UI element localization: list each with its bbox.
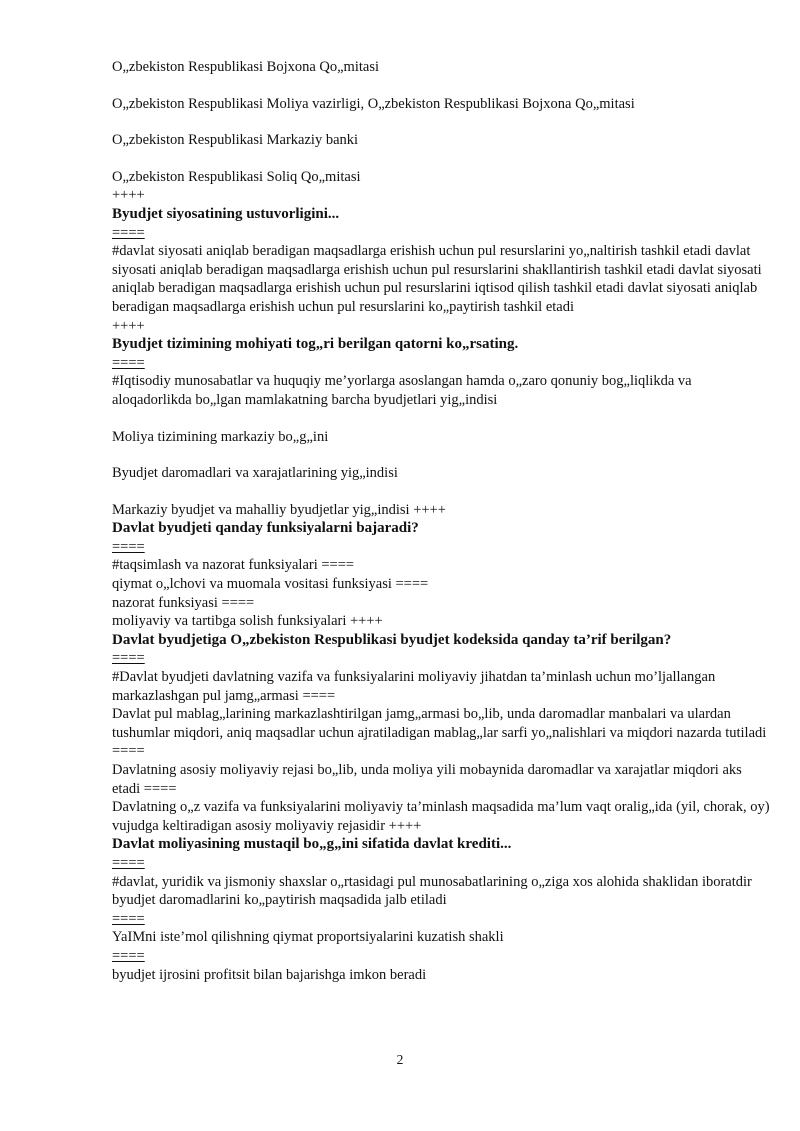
- question-heading: Davlat byudjeti qanday funksiyalarni bajaradi?: [112, 520, 419, 537]
- text-line: #davlat siyosati aniqlab beradigan maqsadlarga erishish uchun pul resurslarini yo„naltirish tashkil etadi davlat siyosati aniqlab beradigan maqsadlarga erishish uchun pul resurslarini shakllantirish tashkil etadi davlat siyosati aniqlab beradigan maqsadlarga erishish uchun pul resurslarini iqtisod qilish tashkil etadi davlat siyosati aniqlab beradigan maqsadlarga erishish uchun pul resurslarini ko„paytirish tashkil etadi: [112, 243, 762, 315]
- text-line: #davlat, yuridik va jismoniy shaxslar o„rtasidagi pul munosabatlarining o„ziga xos alohida shaklidan iboratdir byudjet daromadlarini ko„paytirish maqsadida jalb etiladi: [112, 873, 752, 909]
- text-line: Moliya tizimining markaziy bo„g„ini: [112, 428, 329, 445]
- text-line: ++++: [112, 187, 145, 204]
- question-heading: Davlat moliyasining mustaqil bo„g„ini sifatida davlat krediti...: [112, 836, 512, 853]
- question-heading: Byudjet tizimining mohiyati tog„ri berilgan qatorni ko„rsating.: [112, 336, 519, 353]
- text-line: O„zbekiston Respublikasi Moliya vazirligi, O„zbekiston Respublikasi Bojxona Qo„mitasi: [112, 95, 635, 112]
- text-line: Davlat pul mablag„larining markazlashtirilgan jamg„armasi bo„lib, unda daromadlar manbalari va ulardan tushumlar miqdori, aniq maqsadlar uchun ajratiladigan mablag„lar sarfi yo„nalishlari va miqdori nazarda tutiladi ====: [112, 706, 767, 760]
- text-line: byudjet ijrosini profitsit bilan bajarishga imkon beradi: [112, 966, 427, 983]
- separator-marker: ====: [112, 947, 145, 964]
- separator-marker: ====: [112, 354, 145, 371]
- text-line: YaIMni iste’mol qilishning qiymat proportsiyalarini kuzatish shakli: [112, 929, 504, 946]
- text-line: O„zbekiston Respublikasi Bojxona Qo„mitasi: [112, 59, 380, 75]
- question-heading: Davlat byudjetiga O„zbekiston Respublikasi byudjet kodeksida qanday ta’rif berilgan?: [112, 631, 672, 648]
- text-line: ++++: [112, 317, 145, 334]
- text-line: moliyaviy va tartibga solish funksiyalari ++++: [112, 613, 383, 630]
- text-line: Markaziy byudjet va mahalliy byudjetlar yig„indisi ++++: [112, 501, 446, 518]
- text-line: #Iqtisodiy munosabatlar va huquqiy me’yorlarga asoslangan hamda o„zaro qonuniy bog„liqlikda va aloqadorlikda bo„lgan mamlakatning barcha byudjetlari yig„indisi: [112, 373, 692, 408]
- separator-marker: ====: [112, 538, 145, 555]
- text-line: nazorat funksiyasi ====: [112, 594, 255, 611]
- document-body: [112, 58, 772, 984]
- text-line: O„zbekiston Respublikasi Soliq Qo„mitasi: [112, 168, 361, 185]
- text-line: qiymat o„lchovi va muomala vositasi funksiyasi ====: [112, 576, 429, 593]
- text-line: #taqsimlash va nazorat funksiyalari ====: [112, 557, 355, 574]
- separator-marker: ====: [112, 854, 145, 871]
- question-heading: Byudjet siyosatining ustuvorligini...: [112, 205, 340, 222]
- text-line: Davlatning o„z vazifa va funksiyalarini moliyaviy ta’minlash maqsadida ma’lum vaqt oralig„ida (yil, chorak, oy) vujudga keltiradigan asosiy moliyaviy rejasidir ++++: [112, 799, 770, 834]
- separator-marker: ====: [112, 224, 145, 241]
- text-line: Byudjet daromadlari va xarajatlarining yig„indisi: [112, 465, 398, 482]
- text-line: #Davlat byudjeti davlatning vazifa va funksiyalarini moliyaviy jihatdan ta’minlash uchun mo’ljallangan markazlashgan pul jamg„armasi ====: [112, 669, 716, 704]
- separator-marker: ====: [112, 910, 145, 927]
- page-number: 2: [396, 1052, 404, 1067]
- text-line: O„zbekiston Respublikasi Markaziy banki: [112, 132, 359, 149]
- text-line: Davlatning asosiy moliyaviy rejasi bo„lib, unda moliya yili mobaynida daromadlar va xarajatlar miqdori aks etadi ====: [112, 762, 742, 797]
- separator-marker: ====: [112, 650, 145, 667]
